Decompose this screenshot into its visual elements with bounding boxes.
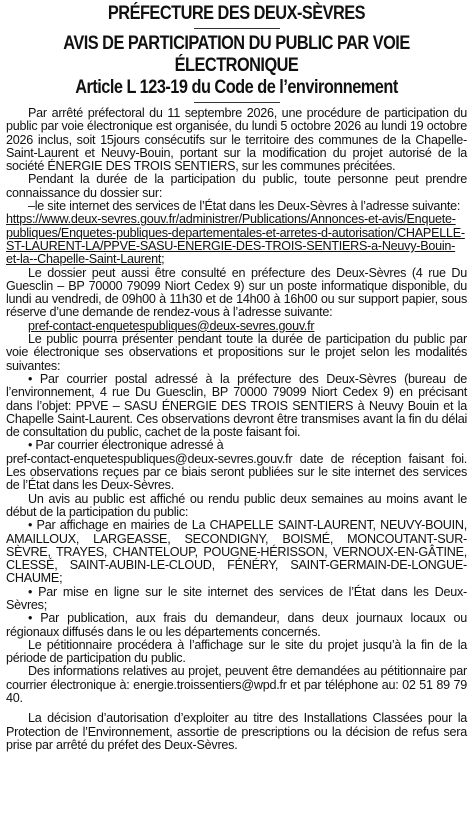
dossier-url-line (6, 213, 467, 266)
article-divider (194, 102, 280, 103)
paragraph-mise-en-ligne: • Par mise en ligne sur le site internet des services de l’État dans les Deux-Sèvres; (6, 584, 467, 612)
paragraph-arrete: Par arrêté préfectoral du 11 septembre 2026, une procédure de participation du public par voie électronique est organisée, du lundi 5 octobre 2026 au lundi 19 octobre 2026 inclus, soit 15jours consécutifs sur le territoire des communes de la Chapelle-Saint-Laurent et Neuvy-Bouin, portant sur la modification du projet autorisé de la société ÉNERGIE DES TROIS SENTIERS, sur les communes précitées. (6, 106, 467, 174)
paragraph-email-reception: pref-contact-enquetespubliques@deux-sevres.gouv.fr date de réception faisant foi. Les observations reçues par ce biais seront publiées sur le site internet des services de l’État dans les Deux-Sèvres. (6, 451, 467, 493)
paragraph-avis-public: Un avis au public est affiché ou rendu public deux semaines au moins avant le début de la participation du public: (6, 491, 467, 519)
paragraph-prefecture-consultation: Le dossier peut aussi être consulté en préfecture des Deux-Sèvres (4 rue Du Guesclin – BP 70000 79099 Niort Cedex 9) sur un poste informatique disponible, du lundi au vendredi, de 09h00 à 11h30 et de 14h00 à 16h00 ou sur support papier, sous réserve d’une demande de rendez-vous à l’adresse suivante: (6, 265, 467, 320)
paragraph-informations: Des informations relatives au projet, peuvent être demandées au pétitionnaire par courrier électronique à: energie.troissentiers@wpd.fr et par téléphone au: 02 51 89 79 40. (6, 664, 467, 706)
paragraph-dossier-intro: Pendant la durée de la participation du public, toute personne peut prendre connaissance du dossier sur: (6, 172, 467, 200)
notice-page (6, 0, 467, 752)
paragraph-site-internet: –le site internet des services de l’État dans les Deux-Sèvres à l’adresse suivante: (28, 199, 461, 214)
notice-body (6, 107, 467, 752)
dossier-url-link[interactable]: https://www.deux-sevres.gouv.fr/administrer/Publications/Annonces-et-avis/Enquete-publiques/Enquetes-publiques-departementales-et-arretes-d-autorisation/CHAPELLE-ST-LAURENT-LA/PPVE-SASU-ENERGIE-DES-TROIS-SENTIERS-a-Neuvy-Bouin-et-la--Chapelle-Saint-Laurent (6, 212, 465, 267)
paragraph-observations: Le public pourra présenter pendant toute la durée de participation du public par voie électronique ses observations et propositions sur le projet selon les modalités suivantes: (6, 332, 467, 373)
paragraph-affichage-site: Le pétitionnaire procédera à l’affichage sur le site du projet jusqu’à la fin de la période de participation du public. (6, 637, 467, 666)
paragraph-publication-journaux: • Par publication, aux frais du demandeur, dans deux journaux locaux ou régionaux diffusés dans le ou les départements concernés. (6, 611, 467, 639)
heading-divider (194, 28, 280, 29)
paragraph-courrier-postal: • Par courrier postal adressé à la préfecture des Deux-Sèvres (bureau de l’environnement, 4 rue Du Guesclin, BP 70000 79099 Niort Cedex 9) en précisant dans l’objet: PPVE – SASU ÉNERGIE DES TROIS SENTIERS à Neuvy Bouin et la Chapelle Saint-Laurent. Ces observations devront être transmises avant la fin du délai de consultation du public, cachet de la poste faisant foi. (6, 371, 467, 440)
paragraph-affichage-mairies: • Par affichage en mairies de La CHAPELLE SAINT-LAURENT, NEUVY-BOUIN, AMAILLOUX, LARGEASSE, SECONDIGNY, BOISMÉ, MONCOUTANT-SUR-SÈVRE, TRAYES, CHANTELOUP, POUGNE-HÉRISSON, VERNOUX-EN-GÂTINE, CLESSÉ, SAINT-AUBIN-LE-CLOUD, FÉNÉRY, SAINT-GERMAIN-DE-LONGUE-CHAUME; (6, 518, 467, 586)
url-suffix: ; (161, 252, 165, 267)
email-line (6, 320, 467, 333)
paragraph-courrier-electronique: • Par courrier électronique adressé à (28, 438, 224, 453)
notice-title-line2: ÉLECTRONIQUE (174, 55, 299, 76)
notice-title-line1: AVIS DE PARTICIPATION DU PUBLIC PAR VOIE (63, 33, 410, 54)
contact-email-link[interactable]: pref-contact-enquetespubliques@deux-sevres.gouv.fr (28, 318, 315, 333)
prefecture-heading: PRÉFECTURE DES DEUX-SÈVRES (107, 3, 366, 24)
paragraph-decision: La décision d’autorisation d’exploiter au titre des Installations Classées pour la Protection de l’Environnement, assortie de prescriptions ou la décision de refus sera prise par arrêté du préfet des Deux-Sèvres. (6, 711, 467, 752)
article-heading: Article L 123-19 du Code de l’environnement (75, 77, 398, 98)
